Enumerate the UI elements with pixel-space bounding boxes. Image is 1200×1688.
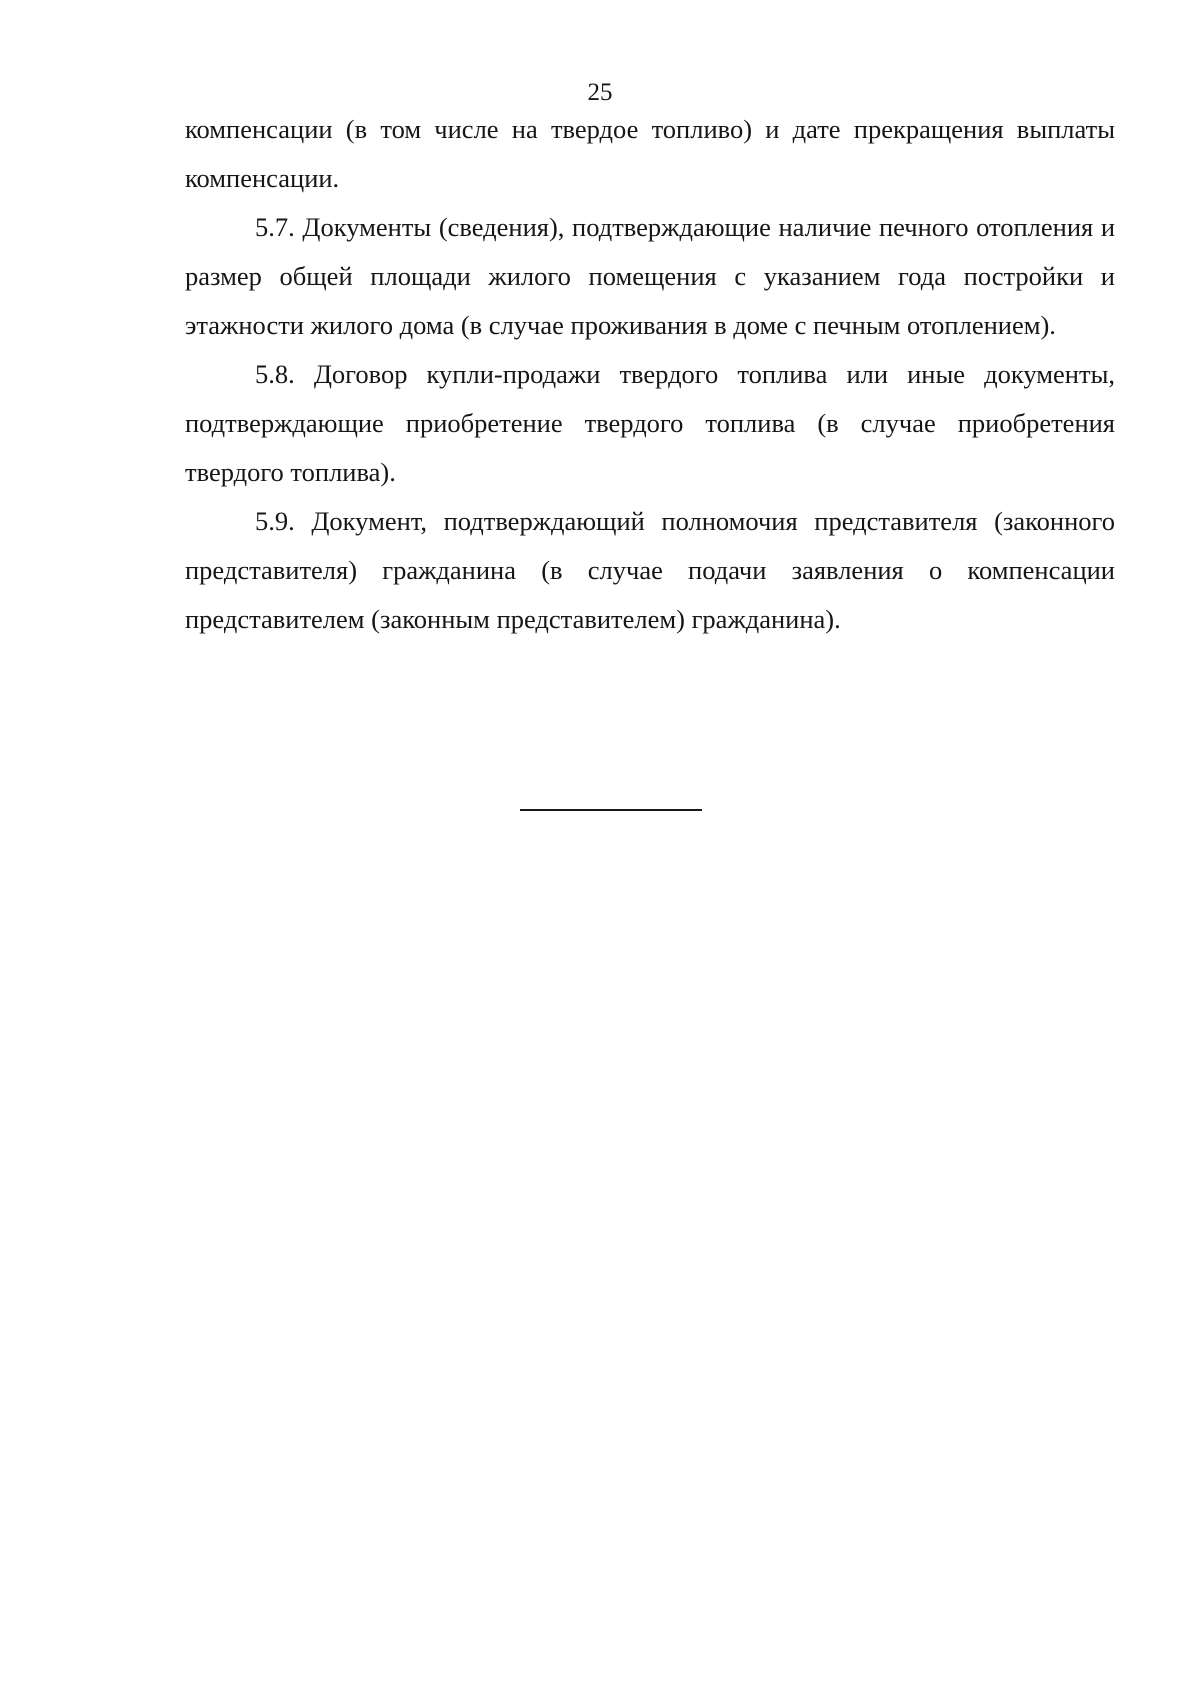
document-body xyxy=(185,105,1115,644)
end-of-document-rule xyxy=(520,809,702,811)
paragraph-item-5-8: 5.8. Договор купли-продажи твердого топлива или иные документы, подтверждающие приобретение твердого топлива (в случае приобретения твердого топлива). xyxy=(185,359,1115,487)
paragraph-continuation: компенсации (в том числе на твердое топливо) и дате прекращения выплаты компенсации. xyxy=(185,114,1115,193)
page-number: 25 xyxy=(587,79,613,106)
paragraph-item-5-9: 5.9. Документ, подтверждающий полномочия представителя (законного представителя) гражданина (в случае подачи заявления о компенсации представителем (законным представителем) гражданина). xyxy=(185,506,1115,634)
paragraph-item-5-7: 5.7. Документы (сведения), подтверждающие наличие печного отопления и размер общей площади жилого помещения с указанием года постройки и этажности жилого дома (в случае проживания в доме с печным отоплением). xyxy=(185,212,1115,340)
